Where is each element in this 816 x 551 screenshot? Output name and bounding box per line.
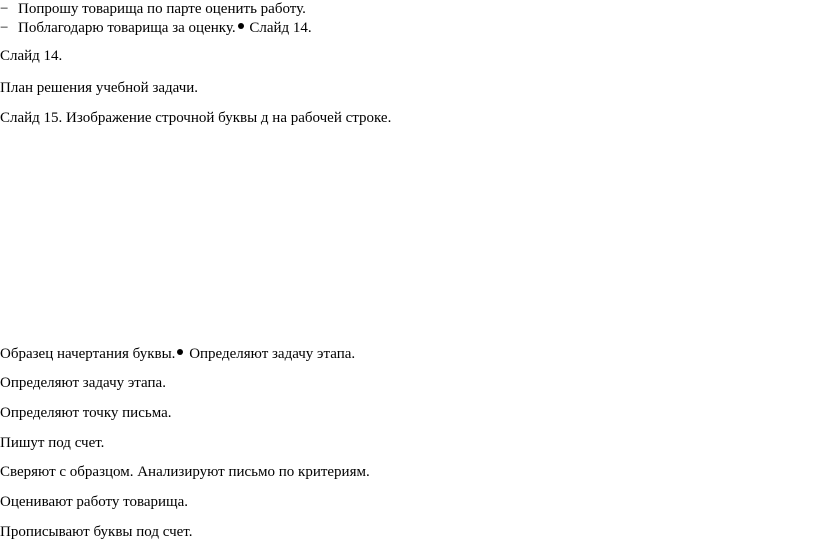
line-text: Поблагодарю товарища за оценку. — [18, 20, 236, 36]
line-text: Попрошу товарища по парте оценить работу. — [18, 1, 306, 17]
line-text: План решения учебной задачи. — [0, 80, 199, 96]
paragraph — [0, 79, 198, 97]
paragraph — [0, 434, 104, 452]
paragraph — [0, 47, 62, 65]
paragraph — [0, 374, 166, 392]
paragraph — [0, 493, 188, 511]
line-text: Слайд 14. — [249, 20, 312, 36]
line-text: Определяют задачу этапа. — [189, 346, 356, 362]
dash-marker: − — [0, 20, 9, 36]
line-text: Прописывают буквы под счет. — [0, 524, 193, 540]
list-item — [0, 19, 312, 37]
line-text: Оценивают работу товарища. — [0, 494, 189, 510]
paragraph — [0, 523, 192, 541]
line-text: Определяют точку письма. — [0, 405, 172, 421]
list-item — [0, 0, 306, 18]
line-text: Определяют задачу этапа. — [0, 375, 166, 391]
dash-marker: − — [0, 1, 9, 17]
paragraph — [0, 345, 355, 363]
line-text: Слайд 15. Изображение строчной буквы д на рабочей строке. — [0, 110, 392, 126]
bullet-icon — [177, 349, 183, 355]
paragraph — [0, 463, 370, 481]
line-text: Слайд 14. — [0, 48, 63, 64]
bullet-icon — [238, 23, 244, 29]
paragraph — [0, 404, 172, 422]
line-text: Образец начертания буквы. — [0, 346, 176, 362]
paragraph — [0, 109, 391, 127]
line-text: Сверяют с образцом. Анализируют письмо по критериям. — [0, 464, 370, 480]
line-text: Пишут под счет. — [0, 435, 105, 451]
